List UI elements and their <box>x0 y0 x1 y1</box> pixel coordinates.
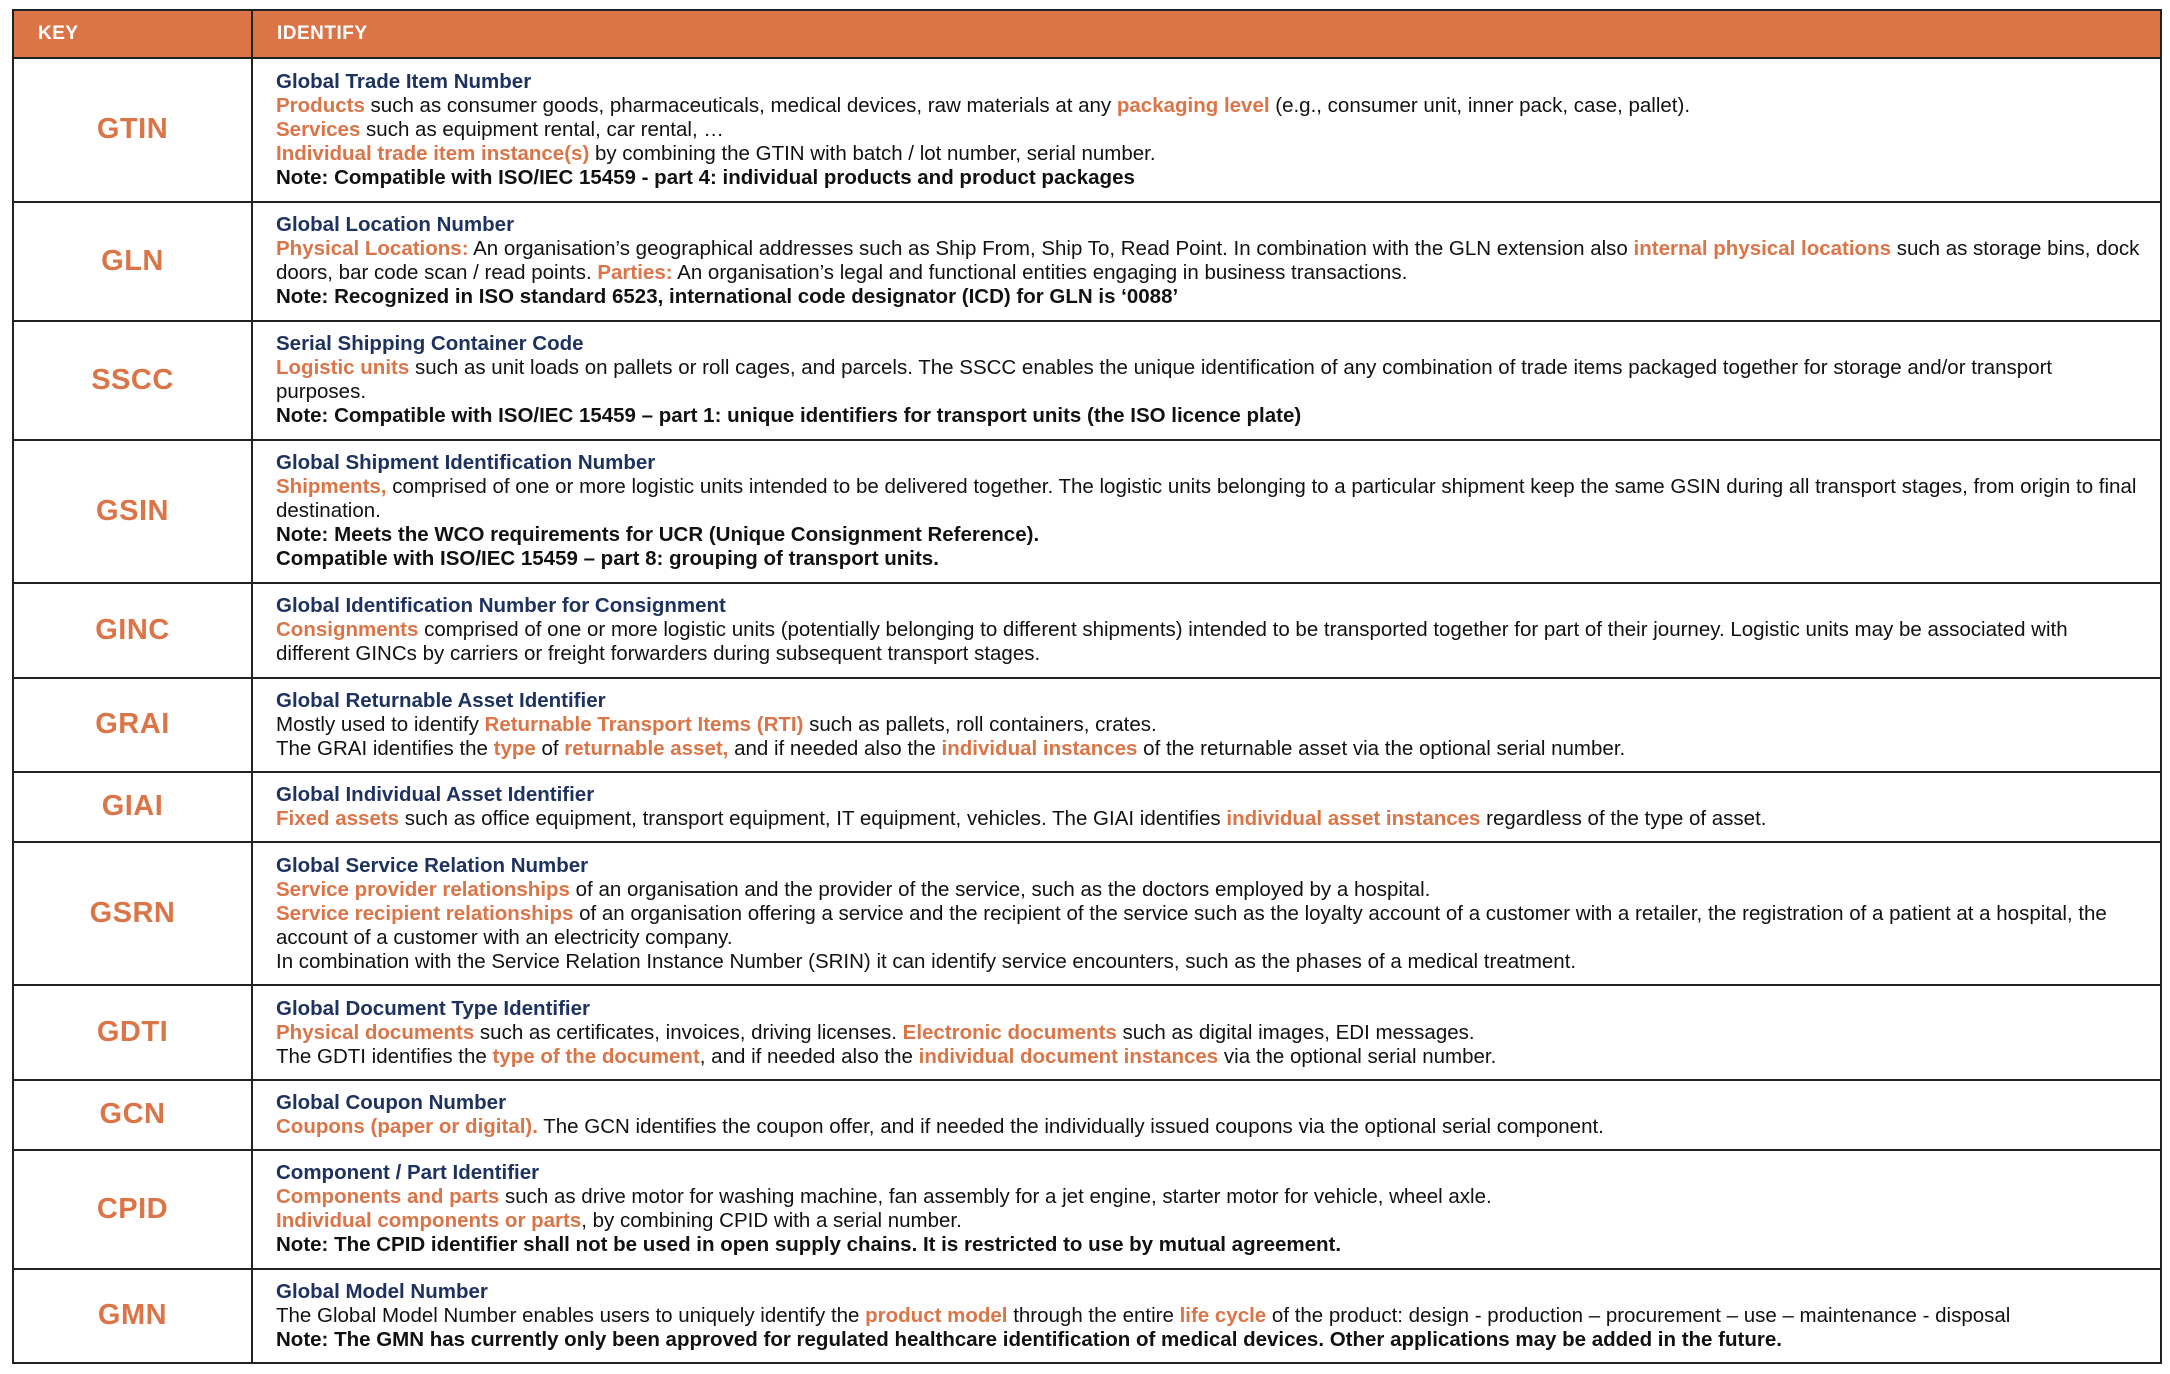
row-line <box>276 166 2146 190</box>
note-text: Note: Compatible with ISO/IEC 15459 - part 4: individual products and product packages <box>276 165 1135 189</box>
body-text: regardless of the type of asset. <box>1480 806 1767 830</box>
body-text: of an organisation and the provider of the service, such as the doctors employed by a hospital. <box>569 877 1431 901</box>
row-key: GRAI <box>13 678 252 772</box>
note-text: Note: The GMN has currently only been approved for regulated healthcare identification of medical devices. Other applications may be added in the future. <box>276 1327 1782 1351</box>
row-line <box>276 356 2146 404</box>
row-line <box>276 142 2146 166</box>
highlight-text: Logistic units <box>276 356 410 380</box>
body-text: comprised of one or more logistic units (potentially belonging to different shipments) intended to be transported together for part of their journey. Logistic units may be associated with different GINCs by carriers or freight forwarders during subsequent transport stages. <box>276 618 2068 666</box>
body-text: The GRAI identifies the <box>276 736 494 760</box>
highlight-text: Consignments <box>276 618 419 642</box>
body-text: through the entire <box>1007 1303 1180 1327</box>
row-line <box>276 1021 2146 1045</box>
row-line <box>276 713 2146 737</box>
row-key: GLN <box>13 202 252 321</box>
highlight-text: Parties: <box>597 261 673 285</box>
row-line <box>276 475 2146 523</box>
highlight-text: Physical Locations: <box>276 237 469 261</box>
row-key: GMN <box>13 1269 252 1364</box>
highlight-text: product model <box>865 1303 1008 1327</box>
body-text: such as consumer goods, pharmaceuticals, medical devices, raw materials at any <box>364 93 1117 117</box>
body-text: (e.g., consumer unit, inner pack, case, pallet). <box>1269 93 1691 117</box>
highlight-text: returnable asset, <box>564 736 729 760</box>
row-title: Global Trade Item Number <box>276 69 532 93</box>
body-text: such as storage bins, dock doors, bar code scan / read points. <box>276 237 2140 285</box>
body-text: of an organisation offering a service and the recipient of the service such as the loyalty account of a customer with a retailer, the registration of a patient at a hospital, the account of a customer with an electricity company. <box>276 901 2107 949</box>
highlight-text: Service provider relationships <box>276 877 570 901</box>
row-title: Global Shipment Identification Number <box>276 451 656 475</box>
header-row <box>13 10 2161 58</box>
highlight-text: Service recipient relationships <box>276 901 574 925</box>
row-line <box>276 94 2146 118</box>
row-title: Global Identification Number for Consignment <box>276 594 726 618</box>
row-line <box>276 118 2146 142</box>
table-row <box>13 58 2161 202</box>
row-key: CPID <box>13 1150 252 1269</box>
table-row <box>13 321 2161 440</box>
row-line <box>276 737 2146 761</box>
table-row <box>13 1150 2161 1269</box>
row-key: GIAI <box>13 772 252 842</box>
row-title: Serial Shipping Container Code <box>276 332 584 356</box>
row-line <box>276 523 2146 547</box>
highlight-text: internal physical locations <box>1633 237 1891 261</box>
body-text: , by combining CPID with a serial number. <box>581 1209 962 1232</box>
row-line <box>276 1328 2146 1352</box>
body-text: such as digital images, EDI messages. <box>1116 1020 1475 1044</box>
body-text: of the returnable asset via the optional serial number. <box>1137 736 1626 760</box>
body-text: The Global Model Number enables users to uniquely identify the <box>276 1303 866 1327</box>
row-line <box>276 1233 2146 1257</box>
body-text: An organisation’s geographical addresses such as Ship From, Ship To, Read Point. In combination with the GLN extension also <box>468 237 1634 261</box>
highlight-text: Services <box>276 117 361 141</box>
note-text: Note: Meets the WCO requirements for UCR (Unique Consignment Reference). <box>276 523 1040 547</box>
row-line <box>276 1209 2146 1233</box>
row-title: Global Coupon Number <box>276 1090 507 1114</box>
row-description <box>252 1150 2161 1269</box>
body-text: and if needed also the <box>728 736 942 760</box>
body-text: of <box>535 736 565 760</box>
highlight-text: Components and parts <box>276 1185 500 1208</box>
highlight-text: type <box>493 736 536 760</box>
row-description <box>252 842 2161 986</box>
row-description <box>252 202 2161 321</box>
body-text: The GDTI identifies the <box>276 1044 493 1068</box>
table-row <box>13 1269 2161 1364</box>
row-title: Component / Part Identifier <box>276 1161 540 1184</box>
row-description <box>252 58 2161 202</box>
highlight-text: individual asset instances <box>1226 806 1481 830</box>
row-line <box>276 285 2146 309</box>
table-row <box>13 202 2161 321</box>
highlight-text: Individual trade item instance(s) <box>276 141 590 165</box>
body-text: by combining the GTIN with batch / lot number, serial number. <box>589 141 1156 165</box>
body-text: such as unit loads on pallets or roll cages, and parcels. The SSCC enables the unique identification of any combination of trade items packaged together for storage and/or transport purposes. <box>276 356 2053 404</box>
row-line <box>276 404 2146 428</box>
row-line <box>276 807 2146 831</box>
highlight-text: packaging level <box>1116 93 1270 117</box>
row-line <box>276 1115 2146 1139</box>
row-description <box>252 678 2161 772</box>
row-description <box>252 440 2161 584</box>
row-description <box>252 321 2161 440</box>
highlight-text: Individual components or parts <box>276 1209 582 1232</box>
highlight-text: individual document instances <box>918 1044 1219 1068</box>
note-text: Compatible with ISO/IEC 15459 – part 8: grouping of transport units. <box>276 547 939 571</box>
body-text: The GCN identifies the coupon offer, and if needed the individually issued coupons via the optional serial component. <box>537 1114 1604 1138</box>
body-text: such as office equipment, transport equipment, IT equipment, vehicles. The GIAI identifies <box>399 806 1227 830</box>
body-text: via the optional serial number. <box>1218 1044 1497 1068</box>
row-line <box>276 1304 2146 1328</box>
highlight-text: Shipments, <box>276 475 387 499</box>
highlight-text: Coupons (paper or digital). <box>276 1114 538 1138</box>
row-description <box>252 985 2161 1079</box>
note-text: Note: The CPID identifier shall not be used in open supply chains. It is restricted to use by mutual agreement. <box>276 1233 1342 1256</box>
table-row <box>13 440 2161 584</box>
row-line <box>276 237 2146 285</box>
row-key: GSRN <box>13 842 252 986</box>
row-line <box>276 618 2146 666</box>
body-text: In combination with the Service Relation Instance Number (SRIN) it can identify service encounters, such as the phases of a medical treatment. <box>276 949 1577 973</box>
body-text: such as drive motor for washing machine, fan assembly for a jet engine, starter motor for vehicle, wheel axle. <box>499 1185 1492 1208</box>
body-text: Mostly used to identify <box>276 712 485 736</box>
table-row <box>13 583 2161 677</box>
body-text: of the product: design - production – procurement – use – maintenance - disposal <box>1266 1303 2011 1327</box>
row-key: GDTI <box>13 985 252 1079</box>
row-title: Global Model Number <box>276 1279 488 1303</box>
table-row <box>13 772 2161 842</box>
highlight-text: Physical documents <box>276 1020 475 1044</box>
row-title: Global Location Number <box>276 213 515 237</box>
identifier-table <box>12 9 2162 1364</box>
row-line <box>276 950 2146 974</box>
row-key: GTIN <box>13 58 252 202</box>
row-description <box>252 583 2161 677</box>
row-line <box>276 1185 2146 1209</box>
row-key: GCN <box>13 1080 252 1150</box>
highlight-text: Fixed assets <box>276 806 400 830</box>
row-title: Global Document Type Identifier <box>276 996 590 1020</box>
row-line <box>276 547 2146 571</box>
highlight-text: Electronic documents <box>902 1020 1117 1044</box>
header-identify: IDENTIFY <box>252 10 2161 58</box>
row-key: SSCC <box>13 321 252 440</box>
header-key: KEY <box>13 10 252 58</box>
body-text: An organisation’s legal and functional entities engaging in business transactions. <box>672 261 1408 285</box>
row-line <box>276 1045 2146 1069</box>
row-line <box>276 878 2146 902</box>
body-text: such as certificates, invoices, driving licenses. <box>474 1020 903 1044</box>
body-text: , and if needed also the <box>699 1044 919 1068</box>
row-title: Global Returnable Asset Identifier <box>276 688 606 712</box>
highlight-text: type of the document <box>492 1044 700 1068</box>
row-description <box>252 772 2161 842</box>
row-key: GINC <box>13 583 252 677</box>
row-description <box>252 1080 2161 1150</box>
row-key: GSIN <box>13 440 252 584</box>
body-text: such as equipment rental, car rental, … <box>360 117 724 141</box>
table-row <box>13 842 2161 986</box>
table-body <box>13 58 2161 1363</box>
body-text: comprised of one or more logistic units intended to be delivered together. The logistic units belonging to a particular shipment keep the same GSIN during all transport stages, from origin to final destination. <box>276 475 2137 523</box>
table-row <box>13 1080 2161 1150</box>
row-title: Global Service Relation Number <box>276 853 589 877</box>
row-description <box>252 1269 2161 1364</box>
highlight-text: Returnable Transport Items (RTI) <box>484 712 804 736</box>
highlight-text: Products <box>276 93 365 117</box>
row-line <box>276 902 2146 950</box>
highlight-text: life cycle <box>1179 1303 1267 1327</box>
table-row <box>13 985 2161 1079</box>
table-row <box>13 678 2161 772</box>
highlight-text: individual instances <box>941 736 1138 760</box>
row-title: Global Individual Asset Identifier <box>276 782 595 806</box>
body-text: such as pallets, roll containers, crates. <box>803 712 1157 736</box>
note-text: Note: Recognized in ISO standard 6523, international code designator (ICD) for GLN is ‘0088’ <box>276 285 1179 309</box>
note-text: Note: Compatible with ISO/IEC 15459 – part 1: unique identifiers for transport units (the ISO licence plate) <box>276 404 1302 428</box>
